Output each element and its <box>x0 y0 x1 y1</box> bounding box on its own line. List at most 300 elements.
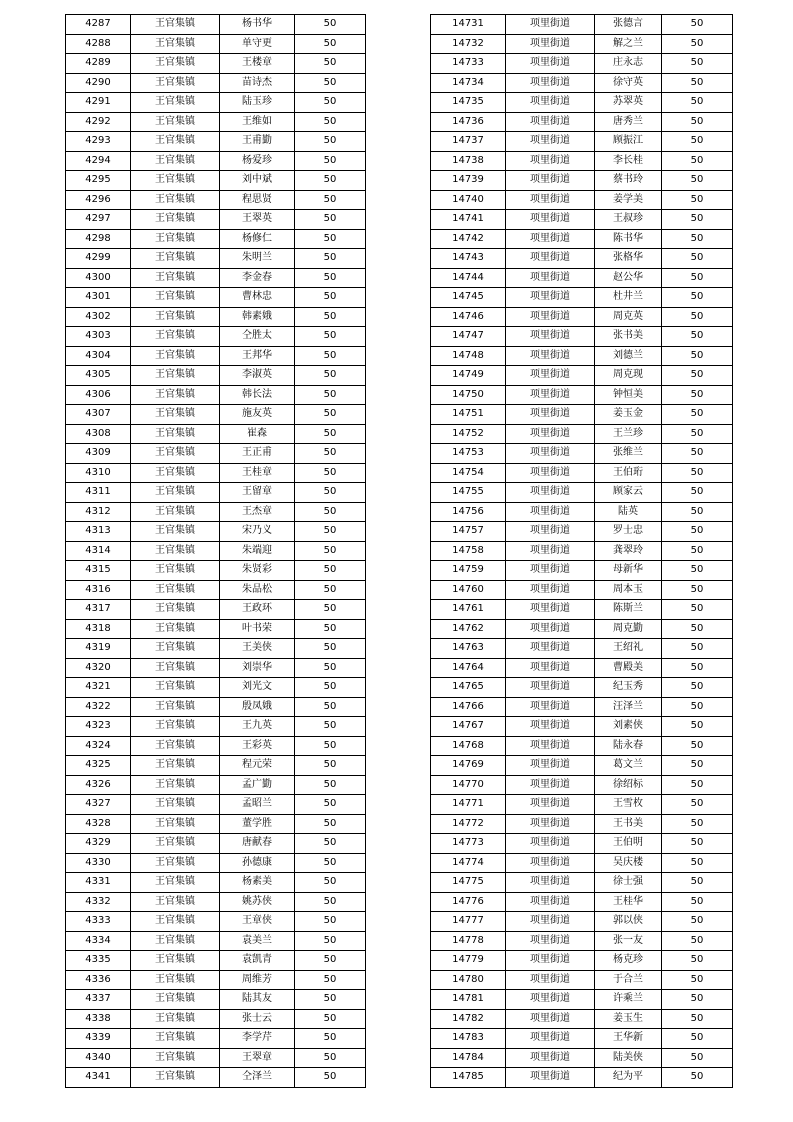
name-cell: 施友英 <box>220 405 295 425</box>
row-number-cell: 14779 <box>431 951 506 971</box>
town-cell: 项里街道 <box>506 366 595 386</box>
amount-cell: 50 <box>295 15 366 35</box>
row-number-cell: 14756 <box>431 502 506 522</box>
town-cell: 王官集镇 <box>131 678 220 698</box>
row-number-cell: 14737 <box>431 132 506 152</box>
name-cell: 李长桂 <box>595 151 662 171</box>
row-number-cell: 4311 <box>66 483 131 503</box>
table-row <box>66 736 366 756</box>
table-row <box>66 483 366 503</box>
amount-cell: 50 <box>662 951 733 971</box>
row-number-cell: 4330 <box>66 853 131 873</box>
amount-cell: 50 <box>295 385 366 405</box>
name-cell: 王维如 <box>220 112 295 132</box>
name-cell: 唐秀兰 <box>595 112 662 132</box>
row-number-cell: 14768 <box>431 736 506 756</box>
town-cell: 王官集镇 <box>131 580 220 600</box>
amount-cell: 50 <box>295 600 366 620</box>
row-number-cell: 4301 <box>66 288 131 308</box>
town-cell: 王官集镇 <box>131 775 220 795</box>
amount-cell: 50 <box>662 132 733 152</box>
amount-cell: 50 <box>295 288 366 308</box>
town-cell: 王官集镇 <box>131 697 220 717</box>
table-row <box>66 15 366 35</box>
table-row <box>431 132 733 152</box>
table-row <box>431 697 733 717</box>
row-number-cell: 4290 <box>66 73 131 93</box>
amount-cell: 50 <box>295 73 366 93</box>
name-cell: 顾振江 <box>595 132 662 152</box>
name-cell: 王雪枚 <box>595 795 662 815</box>
amount-cell: 50 <box>295 307 366 327</box>
amount-cell: 50 <box>662 912 733 932</box>
amount-cell: 50 <box>295 522 366 542</box>
town-cell: 王官集镇 <box>131 171 220 191</box>
table-row <box>66 522 366 542</box>
town-cell: 项里街道 <box>506 697 595 717</box>
table-row <box>431 288 733 308</box>
town-cell: 王官集镇 <box>131 561 220 581</box>
table-row <box>431 190 733 210</box>
table-row <box>66 132 366 152</box>
row-number-cell: 14743 <box>431 249 506 269</box>
town-cell: 项里街道 <box>506 249 595 269</box>
amount-cell: 50 <box>295 619 366 639</box>
row-number-cell: 14780 <box>431 970 506 990</box>
table-row <box>431 366 733 386</box>
name-cell: 孟广勤 <box>220 775 295 795</box>
table-row <box>66 385 366 405</box>
amount-cell: 50 <box>295 561 366 581</box>
row-number-cell: 4298 <box>66 229 131 249</box>
town-cell: 王官集镇 <box>131 970 220 990</box>
name-cell: 曹林忠 <box>220 288 295 308</box>
name-cell: 朱品松 <box>220 580 295 600</box>
row-number-cell: 4287 <box>66 15 131 35</box>
town-cell: 项里街道 <box>506 483 595 503</box>
town-cell: 王官集镇 <box>131 366 220 386</box>
row-number-cell: 4329 <box>66 834 131 854</box>
table-row <box>431 463 733 483</box>
name-cell: 姜玉生 <box>595 1009 662 1029</box>
amount-cell: 50 <box>662 288 733 308</box>
table-row <box>66 229 366 249</box>
table-row <box>66 424 366 444</box>
amount-cell: 50 <box>662 1029 733 1049</box>
row-number-cell: 14758 <box>431 541 506 561</box>
table-row <box>66 307 366 327</box>
name-cell: 杨书华 <box>220 15 295 35</box>
amount-cell: 50 <box>662 307 733 327</box>
table-row <box>431 151 733 171</box>
town-cell: 项里街道 <box>506 756 595 776</box>
amount-cell: 50 <box>662 561 733 581</box>
table-row <box>431 327 733 347</box>
row-number-cell: 14761 <box>431 600 506 620</box>
town-cell: 项里街道 <box>506 619 595 639</box>
table-row <box>66 795 366 815</box>
row-number-cell: 14770 <box>431 775 506 795</box>
row-number-cell: 14764 <box>431 658 506 678</box>
amount-cell: 50 <box>662 502 733 522</box>
row-number-cell: 14733 <box>431 54 506 74</box>
name-cell: 姜学美 <box>595 190 662 210</box>
name-cell: 王翠英 <box>220 210 295 230</box>
row-number-cell: 4309 <box>66 444 131 464</box>
town-cell: 王官集镇 <box>131 541 220 561</box>
row-number-cell: 4314 <box>66 541 131 561</box>
row-number-cell: 14763 <box>431 639 506 659</box>
row-number-cell: 4332 <box>66 892 131 912</box>
name-cell: 蔡书玲 <box>595 171 662 191</box>
table-row <box>66 990 366 1010</box>
name-cell: 解之兰 <box>595 34 662 54</box>
table-row <box>66 190 366 210</box>
amount-cell: 50 <box>295 678 366 698</box>
name-cell: 张士云 <box>220 1009 295 1029</box>
row-number-cell: 14738 <box>431 151 506 171</box>
table-row <box>66 346 366 366</box>
amount-cell: 50 <box>295 366 366 386</box>
row-number-cell: 4313 <box>66 522 131 542</box>
town-cell: 项里街道 <box>506 561 595 581</box>
table-row <box>66 717 366 737</box>
row-number-cell: 14750 <box>431 385 506 405</box>
table-row <box>66 268 366 288</box>
amount-cell: 50 <box>662 736 733 756</box>
name-cell: 陆玉珍 <box>220 93 295 113</box>
row-number-cell: 4308 <box>66 424 131 444</box>
row-number-cell: 14742 <box>431 229 506 249</box>
town-cell: 项里街道 <box>506 717 595 737</box>
amount-cell: 50 <box>295 424 366 444</box>
name-cell: 徐守英 <box>595 73 662 93</box>
town-cell: 王官集镇 <box>131 619 220 639</box>
amount-cell: 50 <box>295 814 366 834</box>
amount-cell: 50 <box>662 463 733 483</box>
town-cell: 项里街道 <box>506 931 595 951</box>
amount-cell: 50 <box>662 619 733 639</box>
table-row <box>66 541 366 561</box>
amount-cell: 50 <box>662 814 733 834</box>
town-cell: 王官集镇 <box>131 951 220 971</box>
name-cell: 母新华 <box>595 561 662 581</box>
row-number-cell: 4341 <box>66 1068 131 1088</box>
town-cell: 项里街道 <box>506 307 595 327</box>
name-cell: 罗士忠 <box>595 522 662 542</box>
town-cell: 项里街道 <box>506 385 595 405</box>
name-cell: 刘光文 <box>220 678 295 698</box>
name-cell: 葛文兰 <box>595 756 662 776</box>
town-cell: 项里街道 <box>506 34 595 54</box>
name-cell: 刘德兰 <box>595 346 662 366</box>
row-number-cell: 4336 <box>66 970 131 990</box>
table-row <box>66 580 366 600</box>
name-cell: 叶书荣 <box>220 619 295 639</box>
name-cell: 苏翠英 <box>595 93 662 113</box>
town-cell: 王官集镇 <box>131 1048 220 1068</box>
row-number-cell: 4318 <box>66 619 131 639</box>
town-cell: 王官集镇 <box>131 93 220 113</box>
table-row <box>66 288 366 308</box>
table-row <box>431 951 733 971</box>
name-cell: 崔森 <box>220 424 295 444</box>
amount-cell: 50 <box>295 444 366 464</box>
row-number-cell: 14736 <box>431 112 506 132</box>
amount-cell: 50 <box>295 463 366 483</box>
amount-cell: 50 <box>662 93 733 113</box>
name-cell: 王邦华 <box>220 346 295 366</box>
amount-cell: 50 <box>295 268 366 288</box>
town-cell: 项里街道 <box>506 93 595 113</box>
row-number-cell: 4307 <box>66 405 131 425</box>
amount-cell: 50 <box>662 658 733 678</box>
row-number-cell: 14782 <box>431 1009 506 1029</box>
table-row <box>431 834 733 854</box>
name-cell: 李学芹 <box>220 1029 295 1049</box>
row-number-cell: 14748 <box>431 346 506 366</box>
row-number-cell: 4324 <box>66 736 131 756</box>
table-row <box>66 561 366 581</box>
row-number-cell: 4326 <box>66 775 131 795</box>
row-number-cell: 14765 <box>431 678 506 698</box>
amount-cell: 50 <box>662 268 733 288</box>
town-cell: 项里街道 <box>506 912 595 932</box>
town-cell: 王官集镇 <box>131 717 220 737</box>
table-row <box>431 268 733 288</box>
name-cell: 唐献春 <box>220 834 295 854</box>
town-cell: 王官集镇 <box>131 424 220 444</box>
amount-cell: 50 <box>295 132 366 152</box>
table-row <box>431 54 733 74</box>
table-row <box>66 619 366 639</box>
name-cell: 韩素娥 <box>220 307 295 327</box>
town-cell: 项里街道 <box>506 502 595 522</box>
name-cell: 纪为平 <box>595 1068 662 1088</box>
row-number-cell: 4297 <box>66 210 131 230</box>
amount-cell: 50 <box>662 892 733 912</box>
town-cell: 王官集镇 <box>131 54 220 74</box>
town-cell: 王官集镇 <box>131 756 220 776</box>
row-number-cell: 14732 <box>431 34 506 54</box>
town-cell: 王官集镇 <box>131 190 220 210</box>
table-row <box>431 814 733 834</box>
town-cell: 项里街道 <box>506 288 595 308</box>
town-cell: 项里街道 <box>506 151 595 171</box>
town-cell: 王官集镇 <box>131 385 220 405</box>
row-number-cell: 4333 <box>66 912 131 932</box>
table-row <box>431 34 733 54</box>
name-cell: 苗诗杰 <box>220 73 295 93</box>
row-number-cell: 4306 <box>66 385 131 405</box>
table-row <box>66 112 366 132</box>
name-cell: 张一友 <box>595 931 662 951</box>
table-row <box>66 1068 366 1088</box>
name-cell: 董学胜 <box>220 814 295 834</box>
table-row <box>66 151 366 171</box>
table-row <box>431 541 733 561</box>
table-row <box>66 951 366 971</box>
name-cell: 袁凯青 <box>220 951 295 971</box>
row-number-cell: 14734 <box>431 73 506 93</box>
name-cell: 王绍礼 <box>595 639 662 659</box>
name-cell: 王桂华 <box>595 892 662 912</box>
name-cell: 张书美 <box>595 327 662 347</box>
name-cell: 袁美兰 <box>220 931 295 951</box>
row-number-cell: 14754 <box>431 463 506 483</box>
table-row <box>66 34 366 54</box>
town-cell: 项里街道 <box>506 678 595 698</box>
table-row <box>66 756 366 776</box>
row-number-cell: 14769 <box>431 756 506 776</box>
name-cell: 姜玉金 <box>595 405 662 425</box>
name-cell: 陆美侠 <box>595 1048 662 1068</box>
table-row <box>66 366 366 386</box>
table-row <box>431 970 733 990</box>
row-number-cell: 14731 <box>431 15 506 35</box>
amount-cell: 50 <box>662 600 733 620</box>
town-cell: 王官集镇 <box>131 834 220 854</box>
town-cell: 王官集镇 <box>131 795 220 815</box>
table-row <box>66 853 366 873</box>
town-cell: 王官集镇 <box>131 151 220 171</box>
table-row <box>66 1009 366 1029</box>
town-cell: 项里街道 <box>506 600 595 620</box>
table-row <box>431 990 733 1010</box>
row-number-cell: 14747 <box>431 327 506 347</box>
row-number-cell: 14775 <box>431 873 506 893</box>
table-row <box>431 619 733 639</box>
name-cell: 张维兰 <box>595 444 662 464</box>
row-number-cell: 14739 <box>431 171 506 191</box>
name-cell: 赵公华 <box>595 268 662 288</box>
table-row <box>66 775 366 795</box>
amount-cell: 50 <box>295 327 366 347</box>
amount-cell: 50 <box>295 1048 366 1068</box>
name-cell: 周克英 <box>595 307 662 327</box>
table-row <box>66 1029 366 1049</box>
town-cell: 王官集镇 <box>131 990 220 1010</box>
name-cell: 孟昭兰 <box>220 795 295 815</box>
town-cell: 项里街道 <box>506 736 595 756</box>
table-row <box>431 210 733 230</box>
name-cell: 孙德康 <box>220 853 295 873</box>
town-cell: 王官集镇 <box>131 1029 220 1049</box>
table-row <box>66 1048 366 1068</box>
row-number-cell: 14774 <box>431 853 506 873</box>
name-cell: 曹殿美 <box>595 658 662 678</box>
amount-cell: 50 <box>295 639 366 659</box>
table-row <box>431 678 733 698</box>
table-row <box>66 249 366 269</box>
town-cell: 王官集镇 <box>131 873 220 893</box>
row-number-cell: 4292 <box>66 112 131 132</box>
name-cell: 张格华 <box>595 249 662 269</box>
town-cell: 王官集镇 <box>131 268 220 288</box>
name-cell: 杨修仁 <box>220 229 295 249</box>
amount-cell: 50 <box>662 522 733 542</box>
name-cell: 仝胜太 <box>220 327 295 347</box>
row-number-cell: 4335 <box>66 951 131 971</box>
amount-cell: 50 <box>662 931 733 951</box>
amount-cell: 50 <box>295 249 366 269</box>
name-cell: 顾家云 <box>595 483 662 503</box>
row-number-cell: 4325 <box>66 756 131 776</box>
town-cell: 项里街道 <box>506 1029 595 1049</box>
table-row <box>431 795 733 815</box>
town-cell: 王官集镇 <box>131 931 220 951</box>
row-number-cell: 14753 <box>431 444 506 464</box>
name-cell: 陈斯兰 <box>595 600 662 620</box>
town-cell: 项里街道 <box>506 775 595 795</box>
amount-cell: 50 <box>295 658 366 678</box>
amount-cell: 50 <box>662 775 733 795</box>
town-cell: 王官集镇 <box>131 658 220 678</box>
name-cell: 徐士强 <box>595 873 662 893</box>
row-number-cell: 14751 <box>431 405 506 425</box>
row-number-cell: 4337 <box>66 990 131 1010</box>
town-cell: 王官集镇 <box>131 483 220 503</box>
amount-cell: 50 <box>295 736 366 756</box>
town-cell: 项里街道 <box>506 268 595 288</box>
town-cell: 王官集镇 <box>131 229 220 249</box>
amount-cell: 50 <box>662 73 733 93</box>
amount-cell: 50 <box>662 1009 733 1029</box>
town-cell: 王官集镇 <box>131 912 220 932</box>
row-number-cell: 4304 <box>66 346 131 366</box>
town-cell: 王官集镇 <box>131 463 220 483</box>
amount-cell: 50 <box>295 717 366 737</box>
row-number-cell: 14745 <box>431 288 506 308</box>
amount-cell: 50 <box>662 853 733 873</box>
town-cell: 王官集镇 <box>131 346 220 366</box>
town-cell: 项里街道 <box>506 892 595 912</box>
town-cell: 项里街道 <box>506 327 595 347</box>
row-number-cell: 14741 <box>431 210 506 230</box>
name-cell: 王叔珍 <box>595 210 662 230</box>
row-number-cell: 14785 <box>431 1068 506 1088</box>
table-row <box>431 931 733 951</box>
row-number-cell: 14762 <box>431 619 506 639</box>
town-cell: 项里街道 <box>506 873 595 893</box>
row-number-cell: 14740 <box>431 190 506 210</box>
amount-cell: 50 <box>662 210 733 230</box>
amount-cell: 50 <box>295 853 366 873</box>
row-number-cell: 14757 <box>431 522 506 542</box>
amount-cell: 50 <box>662 1068 733 1088</box>
table-row <box>431 892 733 912</box>
name-cell: 王翠章 <box>220 1048 295 1068</box>
town-cell: 项里街道 <box>506 346 595 366</box>
town-cell: 王官集镇 <box>131 249 220 269</box>
town-cell: 王官集镇 <box>131 327 220 347</box>
row-number-cell: 4316 <box>66 580 131 600</box>
name-cell: 张德言 <box>595 15 662 35</box>
name-cell: 纪玉秀 <box>595 678 662 698</box>
name-cell: 郭以侠 <box>595 912 662 932</box>
amount-cell: 50 <box>662 970 733 990</box>
name-cell: 徐绍标 <box>595 775 662 795</box>
table-row <box>431 424 733 444</box>
name-cell: 周本玉 <box>595 580 662 600</box>
table-row <box>431 561 733 581</box>
row-number-cell: 4331 <box>66 873 131 893</box>
row-number-cell: 14746 <box>431 307 506 327</box>
amount-cell: 50 <box>295 483 366 503</box>
name-cell: 王桂章 <box>220 463 295 483</box>
name-cell: 陈书华 <box>595 229 662 249</box>
row-number-cell: 4321 <box>66 678 131 698</box>
